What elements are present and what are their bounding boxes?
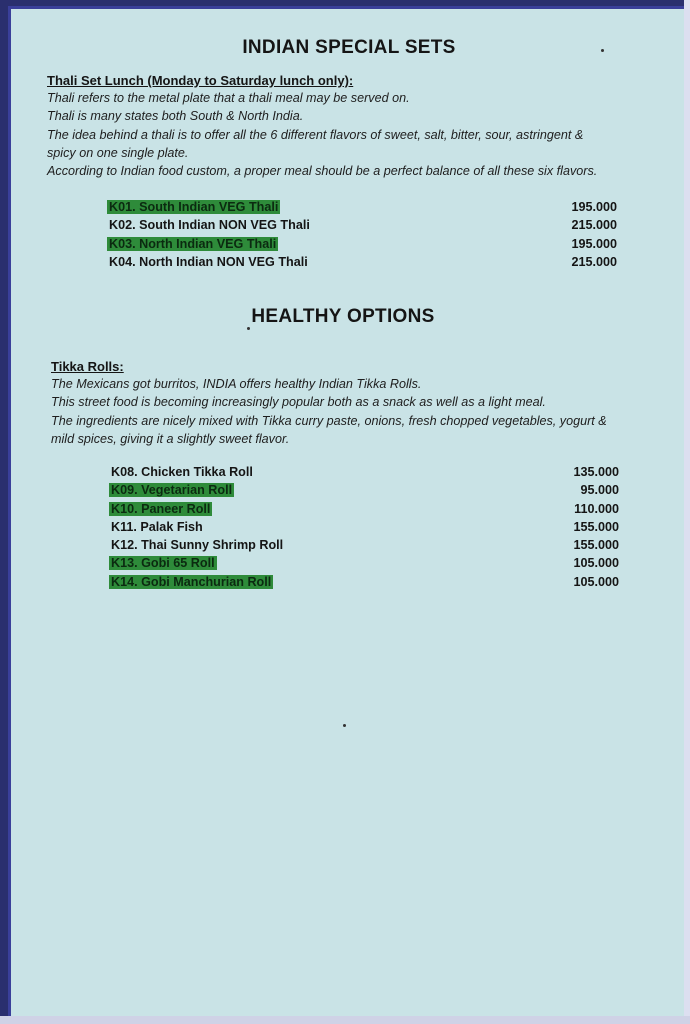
menu-item-name: K02. South Indian NON VEG Thali bbox=[109, 218, 310, 233]
menu-item-name: K08. Chicken Tikka Roll bbox=[111, 465, 253, 479]
paper-speck bbox=[247, 327, 250, 330]
menu-item-price: 155.000 bbox=[573, 538, 619, 553]
menu-item-price: 215.000 bbox=[571, 218, 617, 233]
menu-item-name: K11. Palak Fish bbox=[111, 519, 203, 534]
description-line: mild spices, giving it a slightly sweet flavor. bbox=[51, 431, 290, 446]
subheading-thali-set-lunch: Thali Set Lunch (Monday to Saturday lunch only): bbox=[47, 73, 354, 88]
menu-item-name: K04. North Indian NON VEG Thali bbox=[109, 254, 308, 269]
subheading-tikka-rolls: Tikka Rolls: bbox=[51, 359, 124, 374]
menu-item bbox=[109, 464, 619, 482]
description-line: The ingredients are nicely mixed with Tikka curry paste, onions, fresh chopped vegetables, yogurt & bbox=[51, 413, 607, 428]
paper-speck bbox=[343, 724, 346, 727]
menu-item-price: 110.000 bbox=[574, 501, 619, 516]
menu-item bbox=[107, 199, 617, 217]
menu-item bbox=[109, 482, 619, 500]
menu-item-price: 95.000 bbox=[580, 483, 619, 498]
menu-item-name: K10. Paneer Roll bbox=[111, 501, 211, 516]
menu-item-price: 215.000 bbox=[571, 254, 617, 269]
menu-items-tikka-rolls bbox=[109, 464, 619, 592]
menu-item bbox=[107, 254, 617, 272]
menu-item bbox=[109, 555, 619, 573]
menu-item-name: K12. Thai Sunny Shrimp Roll bbox=[111, 538, 284, 553]
background-edge bbox=[684, 0, 690, 1024]
menu-item bbox=[107, 217, 617, 235]
menu-item bbox=[109, 574, 619, 592]
menu-item bbox=[109, 519, 619, 537]
menu-item-price: 195.000 bbox=[571, 200, 617, 214]
description-line: The Mexicans got burritos, INDIA offers healthy Indian Tikka Rolls. bbox=[51, 377, 422, 391]
menu-item-name: K01. South Indian VEG Thali bbox=[109, 200, 279, 214]
paper-speck bbox=[601, 49, 604, 52]
menu-item-price: 135.000 bbox=[573, 465, 619, 479]
background-edge-bottom bbox=[0, 1016, 690, 1024]
section-title-indian-special-sets: INDIAN SPECIAL SETS bbox=[242, 37, 456, 58]
description-line: The idea behind a thali is to offer all the 6 different flavors of sweet, salt, bitter, sour, astringent & bbox=[47, 127, 584, 142]
description-line: This street food is becoming increasingly popular both as a snack as well as a light meal. bbox=[51, 395, 546, 410]
description-line: Thali refers to the metal plate that a thali meal may be served on. bbox=[47, 91, 410, 105]
menu-item-price: 105.000 bbox=[573, 556, 619, 571]
menu-item-price: 155.000 bbox=[573, 519, 619, 534]
menu-item-name: K13. Gobi 65 Roll bbox=[111, 556, 215, 571]
menu-items-thali bbox=[107, 199, 617, 272]
menu-item-price: 195.000 bbox=[571, 236, 617, 251]
description-line: According to Indian food custom, a proper meal should be a perfect balance of all these six flavors. bbox=[47, 164, 598, 179]
menu-page bbox=[8, 6, 684, 1016]
menu-item bbox=[109, 501, 619, 519]
description-line: spicy on one single plate. bbox=[47, 145, 189, 160]
menu-item bbox=[109, 537, 619, 555]
menu-item-name: K09. Vegetarian Roll bbox=[111, 483, 233, 498]
menu-item-name: K14. Gobi Manchurian Roll bbox=[111, 574, 272, 589]
menu-item-price: 105.000 bbox=[573, 574, 619, 589]
description-tikka-rolls bbox=[51, 375, 681, 448]
description-thali bbox=[47, 89, 677, 180]
section-title-healthy-options: HEALTHY OPTIONS bbox=[251, 306, 435, 327]
menu-item-name: K03. North Indian VEG Thali bbox=[109, 236, 277, 251]
description-line: Thali is many states both South & North India. bbox=[47, 109, 304, 124]
menu-item bbox=[107, 236, 617, 254]
